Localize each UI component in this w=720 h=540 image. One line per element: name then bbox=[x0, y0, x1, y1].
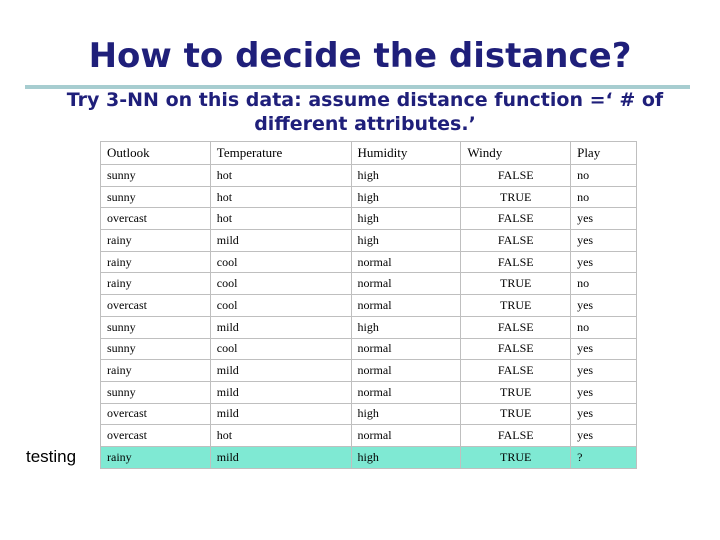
cell-temperature: mild bbox=[210, 446, 351, 468]
table-row bbox=[101, 251, 637, 273]
cell-temperature: cool bbox=[210, 273, 351, 295]
table-row bbox=[101, 295, 637, 317]
cell-windy: FALSE bbox=[461, 165, 571, 187]
cell-windy: FALSE bbox=[461, 338, 571, 360]
cell-play: yes bbox=[571, 360, 637, 382]
header-outlook: Outlook bbox=[101, 142, 211, 165]
cell-outlook: sunny bbox=[101, 338, 211, 360]
cell-humidity: normal bbox=[351, 295, 461, 317]
table-row-testing bbox=[101, 446, 637, 468]
header-play: Play bbox=[571, 142, 637, 165]
cell-outlook: overcast bbox=[101, 295, 211, 317]
cell-humidity: high bbox=[351, 208, 461, 230]
table-row bbox=[101, 273, 637, 295]
cell-outlook: rainy bbox=[101, 273, 211, 295]
cell-temperature: cool bbox=[210, 295, 351, 317]
cell-humidity: high bbox=[351, 165, 461, 187]
cell-play: yes bbox=[571, 403, 637, 425]
table-body bbox=[101, 165, 637, 469]
cell-windy: TRUE bbox=[461, 446, 571, 468]
cell-play: no bbox=[571, 273, 637, 295]
cell-temperature: hot bbox=[210, 186, 351, 208]
cell-temperature: mild bbox=[210, 230, 351, 252]
table-header-row bbox=[101, 142, 637, 165]
table-row bbox=[101, 230, 637, 252]
cell-humidity: high bbox=[351, 230, 461, 252]
slide-subtitle bbox=[40, 88, 690, 136]
cell-windy: FALSE bbox=[461, 425, 571, 447]
cell-humidity: normal bbox=[351, 425, 461, 447]
table-row bbox=[101, 165, 637, 187]
table-row bbox=[101, 403, 637, 425]
cell-windy: FALSE bbox=[461, 360, 571, 382]
header-temperature: Temperature bbox=[210, 142, 351, 165]
testing-label: testing bbox=[26, 447, 77, 466]
cell-windy: FALSE bbox=[461, 316, 571, 338]
cell-play: yes bbox=[571, 208, 637, 230]
cell-outlook: sunny bbox=[101, 316, 211, 338]
cell-humidity: high bbox=[351, 403, 461, 425]
cell-outlook: overcast bbox=[101, 403, 211, 425]
table-row bbox=[101, 381, 637, 403]
header-humidity: Humidity bbox=[351, 142, 461, 165]
cell-windy: FALSE bbox=[461, 230, 571, 252]
cell-humidity: normal bbox=[351, 338, 461, 360]
cell-windy: FALSE bbox=[461, 251, 571, 273]
cell-outlook: overcast bbox=[101, 208, 211, 230]
cell-temperature: cool bbox=[210, 338, 351, 360]
cell-temperature: mild bbox=[210, 381, 351, 403]
table-row bbox=[101, 360, 637, 382]
cell-windy: FALSE bbox=[461, 208, 571, 230]
subtitle-line-1: Try 3-NN on this data: assume distance function =‘ # of bbox=[66, 89, 664, 111]
cell-humidity: normal bbox=[351, 381, 461, 403]
table-row bbox=[101, 186, 637, 208]
cell-play: yes bbox=[571, 338, 637, 360]
cell-play: no bbox=[571, 316, 637, 338]
cell-temperature: mild bbox=[210, 360, 351, 382]
slide-title: How to decide the distance? bbox=[88, 36, 632, 76]
cell-play: ? bbox=[571, 446, 637, 468]
cell-outlook: rainy bbox=[101, 360, 211, 382]
cell-outlook: sunny bbox=[101, 186, 211, 208]
table-row bbox=[101, 316, 637, 338]
cell-temperature: hot bbox=[210, 208, 351, 230]
cell-humidity: high bbox=[351, 316, 461, 338]
cell-play: yes bbox=[571, 425, 637, 447]
cell-temperature: cool bbox=[210, 251, 351, 273]
cell-humidity: normal bbox=[351, 273, 461, 295]
cell-outlook: rainy bbox=[101, 251, 211, 273]
cell-humidity: normal bbox=[351, 360, 461, 382]
cell-temperature: hot bbox=[210, 165, 351, 187]
cell-outlook: rainy bbox=[101, 446, 211, 468]
cell-play: yes bbox=[571, 251, 637, 273]
cell-humidity: normal bbox=[351, 251, 461, 273]
cell-humidity: high bbox=[351, 446, 461, 468]
cell-temperature: hot bbox=[210, 425, 351, 447]
cell-windy: TRUE bbox=[461, 403, 571, 425]
cell-windy: TRUE bbox=[461, 381, 571, 403]
cell-temperature: mild bbox=[210, 316, 351, 338]
header-windy: Windy bbox=[461, 142, 571, 165]
cell-outlook: overcast bbox=[101, 425, 211, 447]
cell-temperature: mild bbox=[210, 403, 351, 425]
cell-outlook: sunny bbox=[101, 381, 211, 403]
cell-play: yes bbox=[571, 230, 637, 252]
cell-play: yes bbox=[571, 295, 637, 317]
cell-outlook: rainy bbox=[101, 230, 211, 252]
cell-play: no bbox=[571, 165, 637, 187]
table-row bbox=[101, 208, 637, 230]
weather-data-table bbox=[100, 141, 637, 469]
cell-windy: TRUE bbox=[461, 295, 571, 317]
cell-windy: TRUE bbox=[461, 186, 571, 208]
cell-outlook: sunny bbox=[101, 165, 211, 187]
subtitle-line-2: different attributes.’ bbox=[254, 113, 476, 135]
cell-humidity: high bbox=[351, 186, 461, 208]
table-row bbox=[101, 425, 637, 447]
cell-windy: TRUE bbox=[461, 273, 571, 295]
table-row bbox=[101, 338, 637, 360]
cell-play: yes bbox=[571, 381, 637, 403]
cell-play: no bbox=[571, 186, 637, 208]
